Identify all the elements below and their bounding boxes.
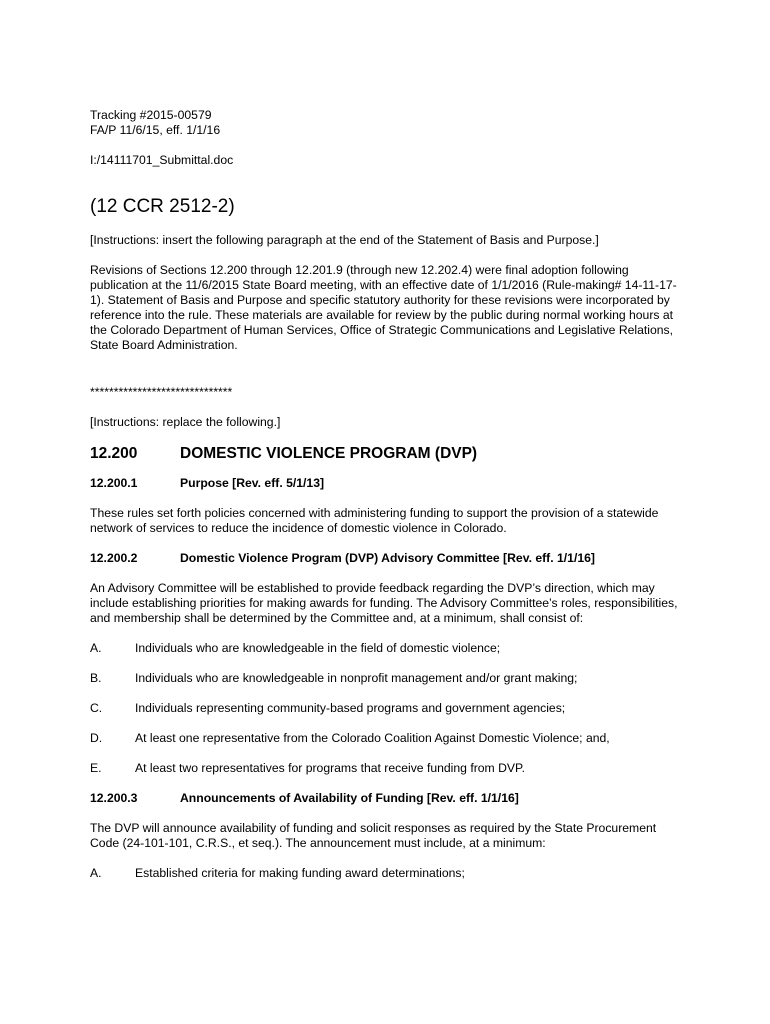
list-item: [90, 731, 680, 746]
announcements-paragraph: The DVP will announce availability of funding and solicit responses as required by the State Procurement Code (24-101-101, C.R.S., et seq.). The announcement must include, at a minimum:: [90, 821, 657, 850]
purpose-paragraph: These rules set forth policies concerned with administering funding to support the provision of a statewide network of services to reduce the incidence of domestic violence in Colorado.: [90, 506, 659, 535]
subsection-heading-purpose: [90, 476, 680, 491]
section-heading: [90, 444, 680, 463]
list-item: [90, 866, 680, 881]
advisory-paragraph: An Advisory Committee will be established to provide feedback regarding the DVP’s direction, which may include establishing priorities for making awards for funding. The Advisory Committee’s roles, responsibilities, and membership shall be determined by the Committee and, at a minimum, shall consist of:: [90, 581, 678, 625]
ccr-citation: (12 CCR 2512-2): [90, 196, 235, 217]
subsection-title: Purpose [Rev. eff. 5/1/13]: [180, 476, 325, 490]
instructions-insert: [Instructions: insert the following paragraph at the end of the Statement of Basis and Purpose.]: [90, 233, 599, 247]
list-text: At least one representative from the Colorado Coalition Against Domestic Violence; and,: [135, 731, 610, 745]
list-text: Individuals who are knowledgeable in the field of domestic violence;: [135, 641, 501, 655]
subsection-title: Announcements of Availability of Funding [Rev. eff. 1/1/16]: [180, 791, 519, 805]
list-item: [90, 671, 680, 686]
subsection-title: Domestic Violence Program (DVP) Advisory Committee [Rev. eff. 1/1/16]: [180, 551, 595, 565]
subsection-number: 12.200.3: [90, 791, 138, 805]
subsection-number: 12.200.2: [90, 551, 138, 565]
document-body: [90, 108, 680, 896]
list-item: [90, 641, 680, 656]
tracking-block: [90, 108, 680, 138]
subsection-heading-announcements: [90, 791, 680, 806]
list-text: Individuals representing community-based programs and government agencies;: [135, 701, 566, 715]
file-reference: I:/14111701_Submittal.doc: [90, 153, 234, 167]
list-letter: E.: [90, 761, 102, 775]
list-item: [90, 701, 680, 716]
list-text: Established criteria for making funding award determinations;: [135, 866, 465, 880]
subsection-number: 12.200.1: [90, 476, 138, 490]
list-text: At least two representatives for programs that receive funding from DVP.: [135, 761, 525, 775]
list-letter: B.: [90, 671, 102, 685]
separator-line: ******************************: [90, 385, 233, 399]
list-text: Individuals who are knowledgeable in nonprofit management and/or grant making;: [135, 671, 578, 685]
list-letter: C.: [90, 701, 103, 715]
section-number: 12.200: [90, 445, 138, 462]
subsection-heading-advisory: [90, 551, 680, 566]
tracking-number: Tracking #2015-00579: [90, 108, 212, 122]
section-title: DOMESTIC VIOLENCE PROGRAM (DVP): [180, 445, 478, 462]
instructions-replace: [Instructions: replace the following.]: [90, 415, 281, 429]
list-letter: A.: [90, 641, 102, 655]
list-item: [90, 761, 680, 776]
revision-paragraph: Revisions of Sections 12.200 through 12.201.9 (through new 12.202.4) were final adoption following publication at the 11/6/2015 State Board meeting, with an effective date of 1/1/2016 (Rule-making# 14-11-17-1). Statement of Basis and Purpose and specific statutory authority for these revisions were incorporated by reference into the rule. These materials are available for review by the public during normal working hours at the Colorado Department of Human Services, Office of Strategic Communications and Legislative Relations, State Board Administration.: [90, 263, 677, 352]
list-letter: D.: [90, 731, 103, 745]
list-letter: A.: [90, 866, 102, 880]
fap-date: FA/P 11/6/15, eff. 1/1/16: [90, 123, 221, 137]
